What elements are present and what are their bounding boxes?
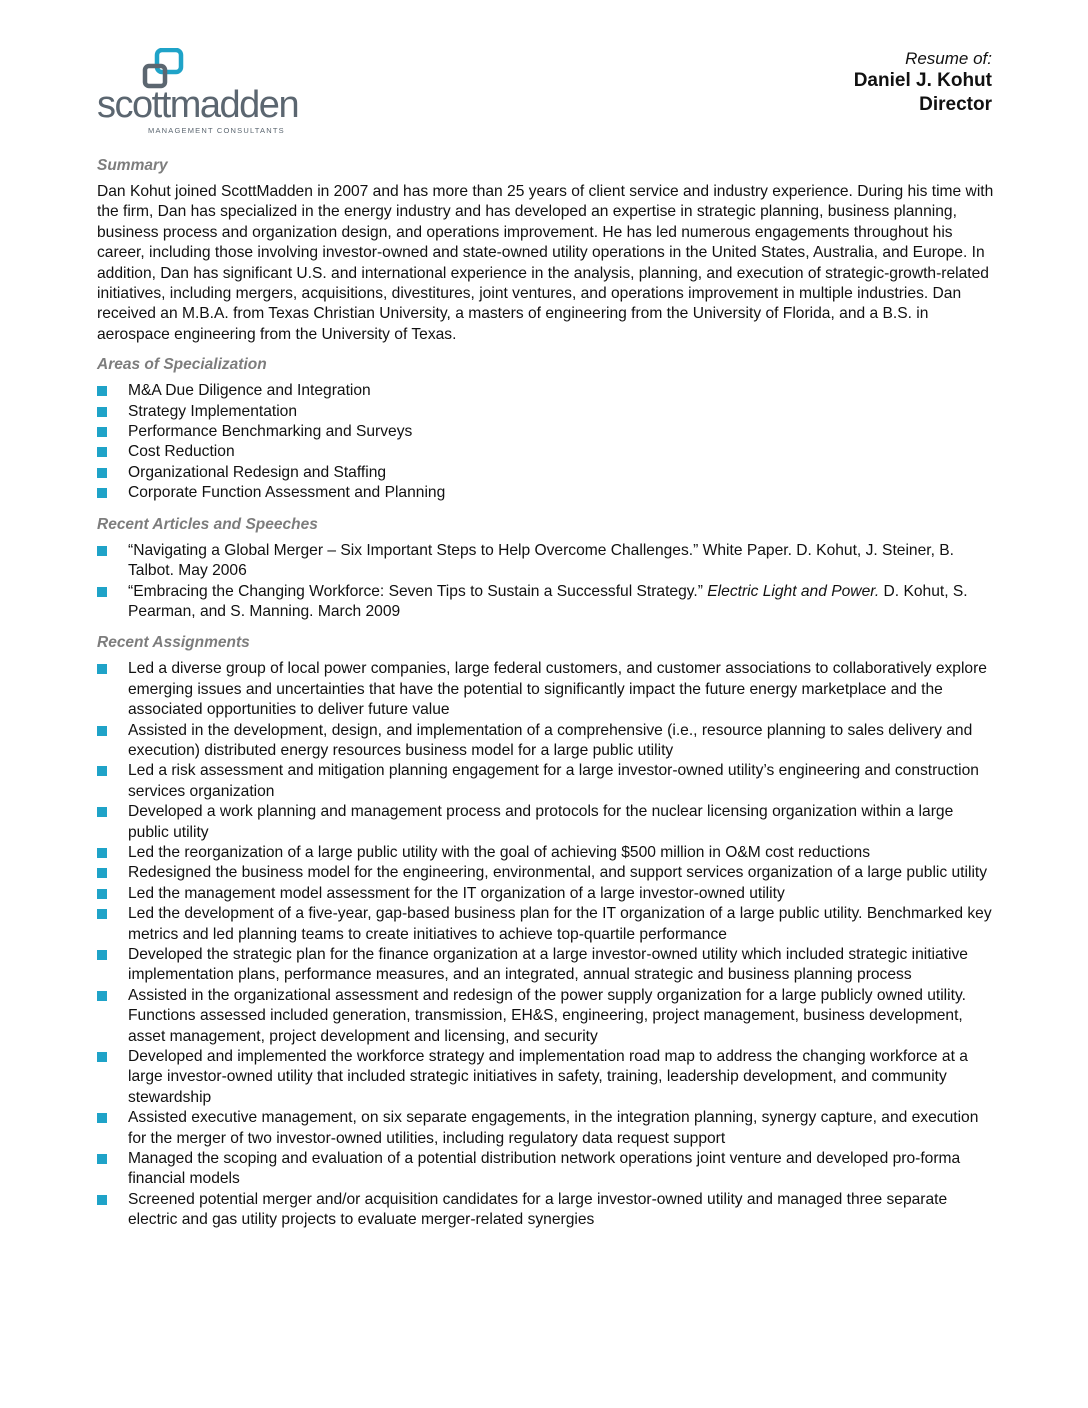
bullet-square-icon <box>97 546 107 556</box>
list-item: Led the management model assessment for the IT organization of a large investor-owned utility <box>97 884 997 904</box>
assignments-heading: Recent Assignments <box>97 634 250 652</box>
bullet-square-icon <box>97 1052 107 1062</box>
summary-text: Dan Kohut joined ScottMadden in 2007 and has more than 25 years of client service and industry experience. During his time with the firm, Dan has specialized in the energy industry and has developed an expertise in strategic planning, business planning, business process and organization design, and operations improvement. He has led numerous engagements throughout his career, including those involving investor-owned and state-owned utility operations in the United States, Australia, and Europe. In addition, Dan has significant U.S. and international experience in the analysis, planning, and execution of strategic-growth-related initiatives, including mergers, acquisitions, divestitures, joint ventures, and operations improvement in multiple industries. Dan received an M.B.A. from Texas Christian University, a masters of engineering from the University of Florida, and a B.S. in aerospace engineering from the University of Texas. <box>97 183 994 343</box>
list-item: Assisted executive management, on six separate engagements, in the integration planning, synergy capture, and execution for the merger of two investor-owned utilities, including regulatory data request support <box>97 1108 997 1149</box>
list-item: Managed the scoping and evaluation of a potential distribution network operations joint venture and developed pro-forma financial models <box>97 1149 997 1190</box>
company-logo <box>97 44 307 136</box>
bullet-square-icon <box>97 868 107 878</box>
list-item: Led a risk assessment and mitigation planning engagement for a large investor-owned utility’s engineering and construction services organization <box>97 761 997 802</box>
logo-wordmark: scottmadden <box>97 84 299 126</box>
list-item: Organizational Redesign and Staffing <box>97 463 997 483</box>
list-item: Assisted in the development, design, and implementation of a comprehensive (i.e., resource planning to sales delivery and execution) distributed energy resources business model for a large public utility <box>97 721 997 762</box>
list-item: “Navigating a Global Merger – Six Important Steps to Help Overcome Challenges.” White Paper. D. Kohut, J. Steiner, B. Talbot. May 2006 <box>97 541 997 582</box>
list-item: Performance Benchmarking and Surveys <box>97 422 997 442</box>
bullet-square-icon <box>97 950 107 960</box>
bullet-square-icon <box>97 468 107 478</box>
bullet-square-icon <box>97 807 107 817</box>
bullet-square-icon <box>97 488 107 498</box>
bullet-square-icon <box>97 848 107 858</box>
bullet-square-icon <box>97 991 107 1001</box>
bullet-square-icon <box>97 726 107 736</box>
bullet-square-icon <box>97 1113 107 1123</box>
articles-heading: Recent Articles and Speeches <box>97 515 318 533</box>
list-item: “Embracing the Changing Workforce: Seven Tips to Sustain a Successful Strategy.” Electric Light and Power. D. Kohut, S. Pearman, and S. Manning. March 2009 <box>97 582 997 623</box>
list-item: Cost Reduction <box>97 442 997 462</box>
assignments-list <box>97 659 997 1230</box>
bullet-square-icon <box>97 427 107 437</box>
specialization-list <box>97 381 997 503</box>
list-item: Screened potential merger and/or acquisition candidates for a large investor-owned utility and managed three separate electric and gas utility projects to evaluate merger-related synergies <box>97 1190 997 1231</box>
list-item: M&A Due Diligence and Integration <box>97 381 997 401</box>
bullet-square-icon <box>97 587 107 597</box>
publication-name: Electric Light and Power. <box>707 582 880 600</box>
list-item: Led the development of a five-year, gap-based business plan for the IT organization of a large public utility. Benchmarked key metrics and led planning teams to create initiatives to achieve top-quartile performance <box>97 904 997 945</box>
resume-header <box>854 48 992 117</box>
list-item: Led the reorganization of a large public utility with the goal of achieving $500 million in O&M cost reductions <box>97 843 997 863</box>
person-title: Director <box>919 94 992 115</box>
person-name: Daniel J. Kohut <box>853 70 992 91</box>
bullet-square-icon <box>97 766 107 776</box>
list-item: Developed and implemented the workforce strategy and implementation road map to address the changing workforce at a large investor-owned utility that included strategic initiatives in safety, training, leadership development, and community stewardship <box>97 1047 997 1108</box>
bullet-square-icon <box>97 447 107 457</box>
articles-list <box>97 541 997 623</box>
resume-of-label: Resume of: <box>905 49 992 68</box>
list-item: Strategy Implementation <box>97 402 997 422</box>
bullet-square-icon <box>97 1195 107 1205</box>
bullet-square-icon <box>97 1154 107 1164</box>
bullet-square-icon <box>97 889 107 899</box>
list-item: Developed the strategic plan for the finance organization at a large investor-owned utility which included strategic initiative implementation plans, performance measures, and an integrated, annual strategic and business planning process <box>97 945 997 986</box>
list-item: Led a diverse group of local power companies, large federal customers, and customer associations to collaboratively explore emerging issues and uncertainties that have the potential to significantly impact the future energy marketplace and the associated opportunities to deliver future value <box>97 659 997 720</box>
bullet-square-icon <box>97 909 107 919</box>
bullet-square-icon <box>97 664 107 674</box>
specialization-heading: Areas of Specialization <box>97 356 267 374</box>
logo-tagline: MANAGEMENT CONSULTANTS <box>148 126 285 135</box>
resume-body <box>97 156 997 1242</box>
list-item: Redesigned the business model for the engineering, environmental, and support services organization of a large public utility <box>97 863 997 883</box>
list-item: Corporate Function Assessment and Planning <box>97 483 997 503</box>
summary-heading: Summary <box>97 157 168 174</box>
list-item: Developed a work planning and management process and protocols for the nuclear licensing organization within a large public utility <box>97 802 997 843</box>
bullet-square-icon <box>97 386 107 396</box>
list-item: Assisted in the organizational assessment and redesign of the power supply organization for a large publicly owned utility. Functions assessed included generation, transmission, EH&S, engineering, project management, business development, asset management, project development and licensing, and security <box>97 986 997 1047</box>
bullet-square-icon <box>97 407 107 417</box>
